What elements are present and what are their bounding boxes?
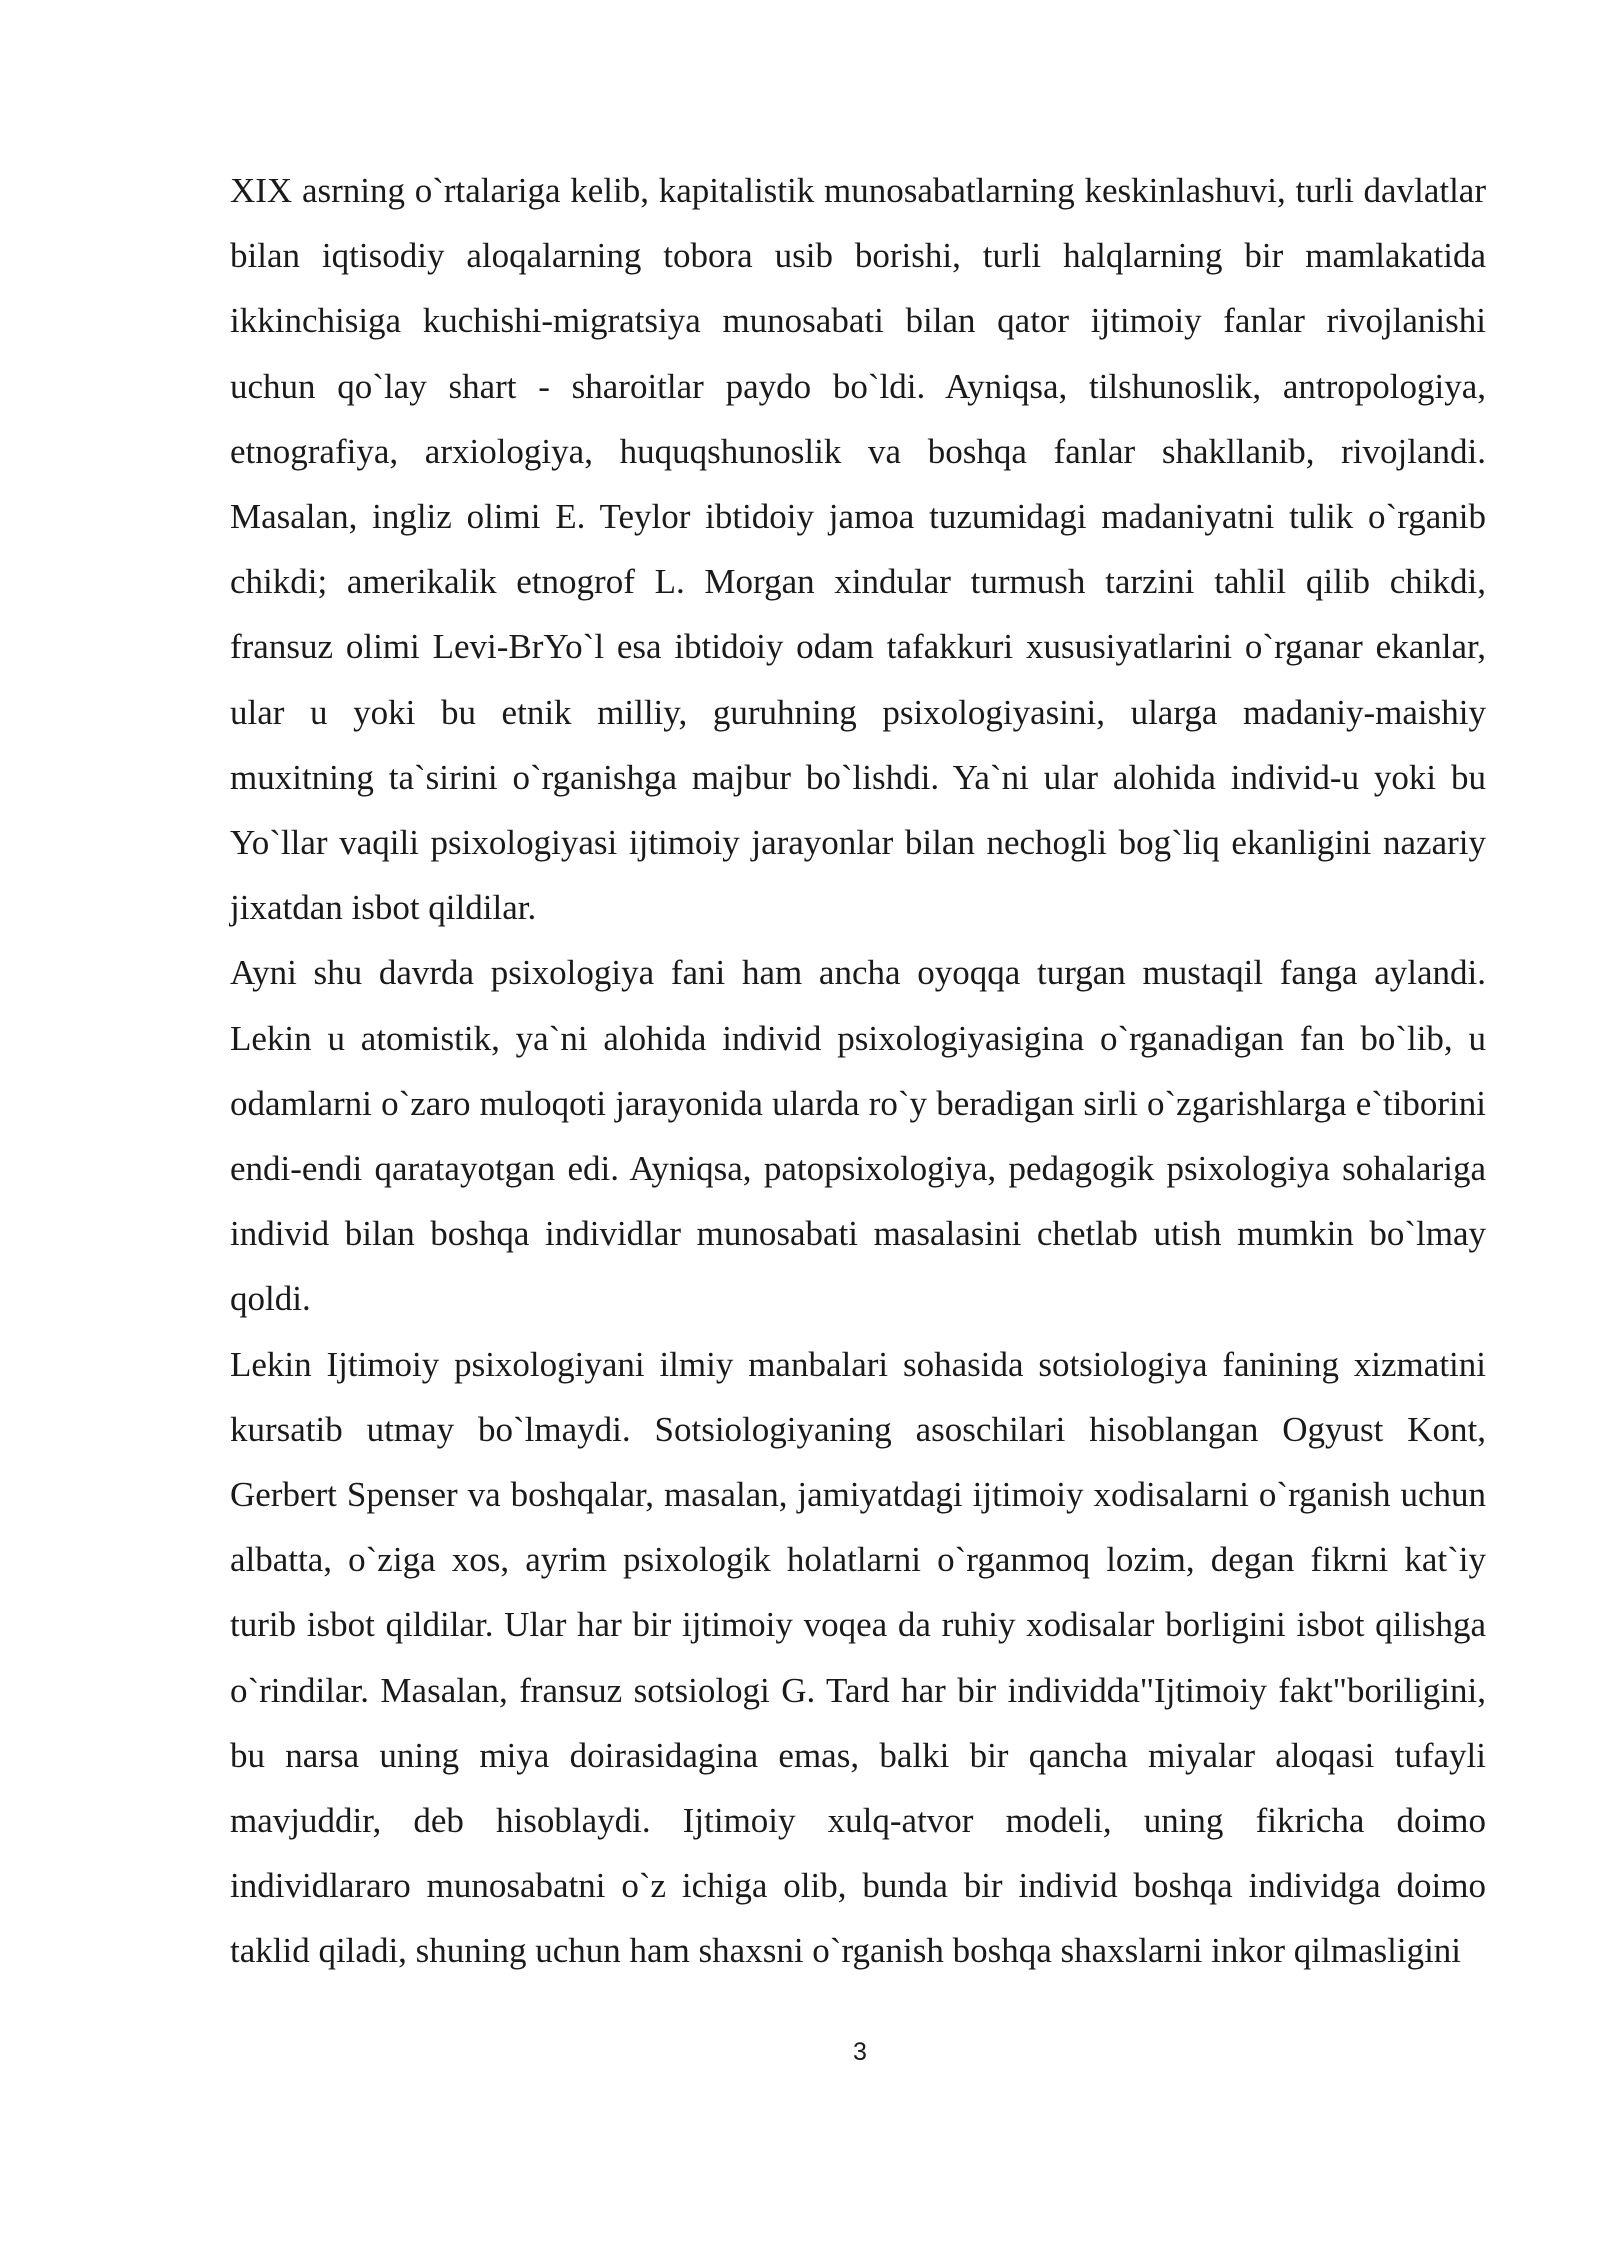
paragraph-2: Ayni shu davrda psixologiya fani ham ancha oyoqqa turgan mustaqil fanga aylandi. Lekin u atomistik, ya`ni alohida individ psixologiyasigina o`rganadigan fan bo`lib, u odamlarni o`zaro muloqoti jarayonida ularda ro`y beradigan sirli o`zgarishlarga e`tiborini endi-endi qaratayotgan edi. Ayniqsa, patopsixologiya, pedagogik psixologiya sohalariga individ bilan boshqa individlar munosabati masalasini chetlab utish mumkin bo`lmay qoldi.	[230, 953, 1486, 1319]
document-body	[230, 158, 1486, 1984]
page-number: 3	[853, 2038, 867, 2066]
paragraph-3: Lekin Ijtimoiy psixologiyani ilmiy manbalari sohasida sotsiologiya fanining xizmatini kursatib utmay bo`lmaydi. Sotsiologiyaning asoschilari hisoblangan Ogyust Kont, Gerbert Spenser va boshqalar, masalan, jamiyatdagi ijtimoiy xodisalarni o`rganish uchun albatta, o`ziga xos, ayrim psixologik holatlarni o`rganmoq lozim, degan fikrni kat`iy turib isbot qildilar. Ular har bir ijtimoiy voqea da ruhiy xodisalar borligini isbot qilishga o`rindilar. Masalan, fransuz sotsiologi G. Tard har bir individda"Ijtimoiy fakt"boriligini, bu narsa uning miya doirasidagina emas, balki bir qancha miyalar aloqasi tufayli mavjuddir, deb hisoblaydi. Ijtimoiy xulq-atvor modeli, uning fikricha doimo individlararo munosabatni o`z ichiga olib, bunda bir individ boshqa individga doimo taklid qiladi, shuning uchun ham shaxsni o`rganish boshqa shaxslarni inkor qilmasligini	[230, 1344, 1486, 1971]
paragraph-1: XIX asrning o`rtalariga kelib, kapitalistik munosabatlarning keskinlashuvi, turli davlatlar bilan iqtisodiy aloqalarning tobora usib borishi, turli halqlarning bir mamlakatida ikkinchisiga kuchishi-migratsiya munosabati bilan qator ijtimoiy fanlar rivojlanishi uchun qo`lay shart - sharoitlar paydo bo`ldi. Ayniqsa, tilshunoslik, antropologiya, etnografiya, arxiologiya, huquqshunoslik va boshqa fanlar shakllanib, rivojlandi. Masalan, ingliz olimi E. Teylor ibtidoiy jamoa tuzumidagi madaniyatni tulik o`rganib chikdi; amerikalik etnogrof L. Morgan xindular turmush tarzini tahlil qilib chikdi, fransuz olimi Levi-BrYo`l esa ibtidoiy odam tafakkuri xususiyatlarini o`rganar ekanlar, ular u yoki bu etnik milliy, guruhning psixologiyasini, ularga madaniy-maishiy muxitning ta`sirini o`rganishga majbur bo`lishdi. Ya`ni ular alohida individ-u yoki bu Yo`llar vaqili psixologiyasi ijtimoiy jarayonlar bilan nechogli bog`liq ekanligini nazariy jixatdan isbot qildilar.	[230, 171, 1486, 928]
